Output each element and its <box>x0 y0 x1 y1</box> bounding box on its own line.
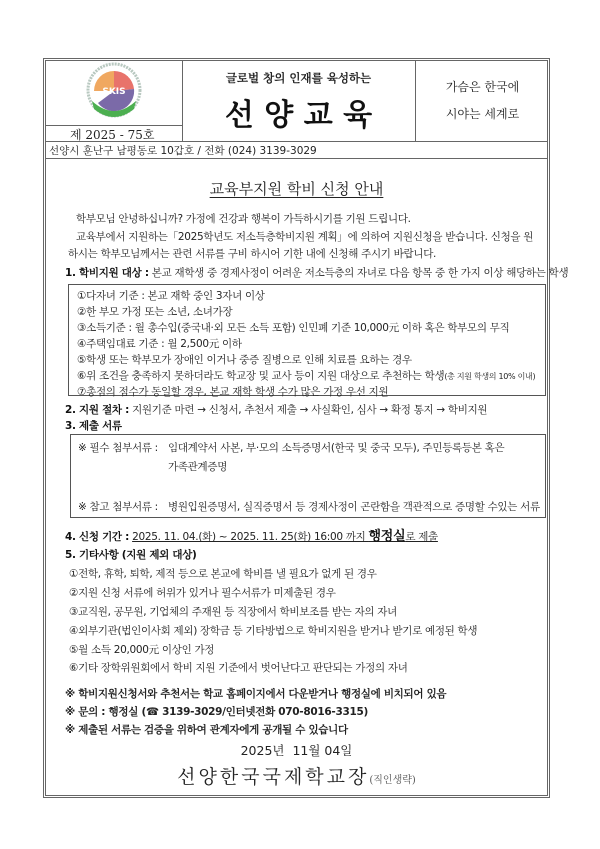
header-divider <box>415 60 416 141</box>
slogan: 글로벌 창의 인재를 육성하는 <box>225 71 372 85</box>
intro-line: 교육부에서 지원하는「2025학년도 저소득층학비지원 계획」에 의하여 지원신청을 받습니다. 신청을 원 <box>76 231 534 243</box>
criteria-item: ⑦총점의 점수가 동일할 경우, 본교 재학 학생 수가 많은 가정 우선 지원 <box>77 386 389 398</box>
intro-line: 학부모님 안녕하십니까? 가정에 건강과 행복이 가득하시기를 기원 드립니다. <box>76 213 411 225</box>
note: ※ 제출된 서류는 검증을 위하여 관계자에게 공개될 수 있습니다 <box>65 724 348 736</box>
criteria-item: ⑥위 조건을 충족하지 못하더라도 학교장 및 교사 등이 지원 대상으로 추천하는 학생 <box>77 370 445 382</box>
exclusion-item: ⑤월 소득 20,000元 이상인 가정 <box>69 644 215 656</box>
note: ※ 문의 : 행정실 (☎ 3139-3029/인터넷전화 070-8016-3315) <box>65 706 368 718</box>
seal-note: (직인생략) <box>369 775 416 786</box>
intro-line: 하시는 학부모님께서는 관련 서류를 구비 하시어 기한 내에 신청해 주시기 바랍니다. <box>68 248 437 260</box>
section-5-label <box>65 547 197 562</box>
motto-line-2: 시야는 세계로 <box>445 107 520 121</box>
exclusion-item: ①전학, 휴학, 퇴학, 제적 등으로 본교에 학비를 낼 필요가 없게 된 경우 <box>69 568 377 580</box>
section-1-text: 본교 재학생 중 경제사정이 어려운 저소득층의 자녀로 다음 항목 중 한 가지 이상 해당하는 학생 <box>151 267 569 279</box>
exclusion-item: ④외부기관(법인이사회 제외) 장학금 등 기타방법으로 학비지원을 받거나 받기로 예정된 학생 <box>69 625 478 637</box>
required-documents-label: ※ 필수 첨부서류 : <box>78 442 158 454</box>
application-period <box>132 531 438 543</box>
exclusion-item: ③교직원, 공무원, 기업체의 주재원 등 직장에서 학비보조를 받는 자의 자녀 <box>69 606 397 618</box>
criteria-item: ④주택임대료 기준 : 월 2,500元 이하 <box>77 338 242 350</box>
section-1-heading <box>65 265 568 280</box>
submission-place: 행정실 <box>368 529 406 544</box>
period-text: 2025. 11. 04.(화) ~ 2025. 11. 25(화) 16:00 까지 <box>132 531 366 543</box>
submission-suffix: 로 제출 <box>405 531 438 543</box>
header-divider <box>46 158 548 159</box>
exclusion-item: ②지원 신청 서류에 허위가 있거나 필수서류가 미제출된 경우 <box>69 587 336 599</box>
section-2 <box>65 402 487 417</box>
signature: 선양한국국제학교장 <box>177 766 370 788</box>
criteria-item: ③소득기준 : 월 총수입(중국내·외 모든 소득 포함) 인민폐 기준 10,000元 이하 혹은 학부모의 무직 <box>77 322 510 334</box>
school-address: 선양시 훈난구 남평동로 10갑호 / 전화 (024) 3139-3029 <box>49 145 317 157</box>
signature-block <box>43 762 550 789</box>
reference-documents-text: 병원입원증명서, 실직증명서 등 경제사정이 곤란함을 객관적으로 증명할 수있는 서류 <box>168 501 540 513</box>
newsletter-title: 선 양 교 육 <box>224 98 373 133</box>
logo-text: SKIS <box>102 87 126 97</box>
section-1-label: 1. 학비지원 대상 : <box>65 267 149 279</box>
criteria-item-6 <box>77 368 535 383</box>
section-2-text: 지원기준 마련 → 신청서, 추천서 제출 → 사실확인, 심사 → 확정 통지 → 학비지원 <box>132 404 488 416</box>
issue-date: 2025년 11월 04일 <box>240 743 353 758</box>
criteria-item: ⑤학생 또는 학부모가 장애인 이거나 중증 질병으로 인해 치료를 요하는 경우 <box>77 354 412 366</box>
reference-documents-label: ※ 참고 첨부서류 : <box>78 501 158 513</box>
exclusion-item: ⑥기타 장학위원회에서 학비 지원 기준에서 벗어난다고 판단되는 가정의 자녀 <box>69 662 408 674</box>
criteria-item: ②한 부모 가정 또는 소년, 소녀가장 <box>77 306 233 318</box>
issue-number: 제 2025 - 75호 <box>70 128 155 142</box>
section-2-label: 2. 지원 절차 : <box>65 404 130 416</box>
motto-line-1: 가슴은 한국에 <box>445 80 520 94</box>
required-documents-text: 임대계약서 사본, 부·모의 소득증명서(한국 및 중국 모두), 주민등록등본 혹은 <box>168 442 505 454</box>
note: ※ 학비지원신청서와 추천서는 학교 홈페이지에서 다운받거나 행정실에 비치되어 있음 <box>65 688 447 700</box>
required-documents-text: 가족관계증명 <box>168 461 228 473</box>
document-title: 교육부지원 학비 신청 안내 <box>209 180 384 198</box>
criteria-note: (총 지원 학생의 10% 이내) <box>444 372 536 381</box>
section-4-label: 4. 신청 기간 : <box>65 531 130 543</box>
section-3-heading: 3. 제출 서류 <box>65 420 122 432</box>
school-logo <box>84 61 144 123</box>
criteria-item: ①다자녀 기준 : 본교 재학 중인 3자녀 이상 <box>77 290 265 302</box>
section-5-heading: 5. 기타사항 (지원 제외 대상) <box>65 549 197 561</box>
section-3-label <box>65 418 122 433</box>
section-4 <box>65 525 438 544</box>
